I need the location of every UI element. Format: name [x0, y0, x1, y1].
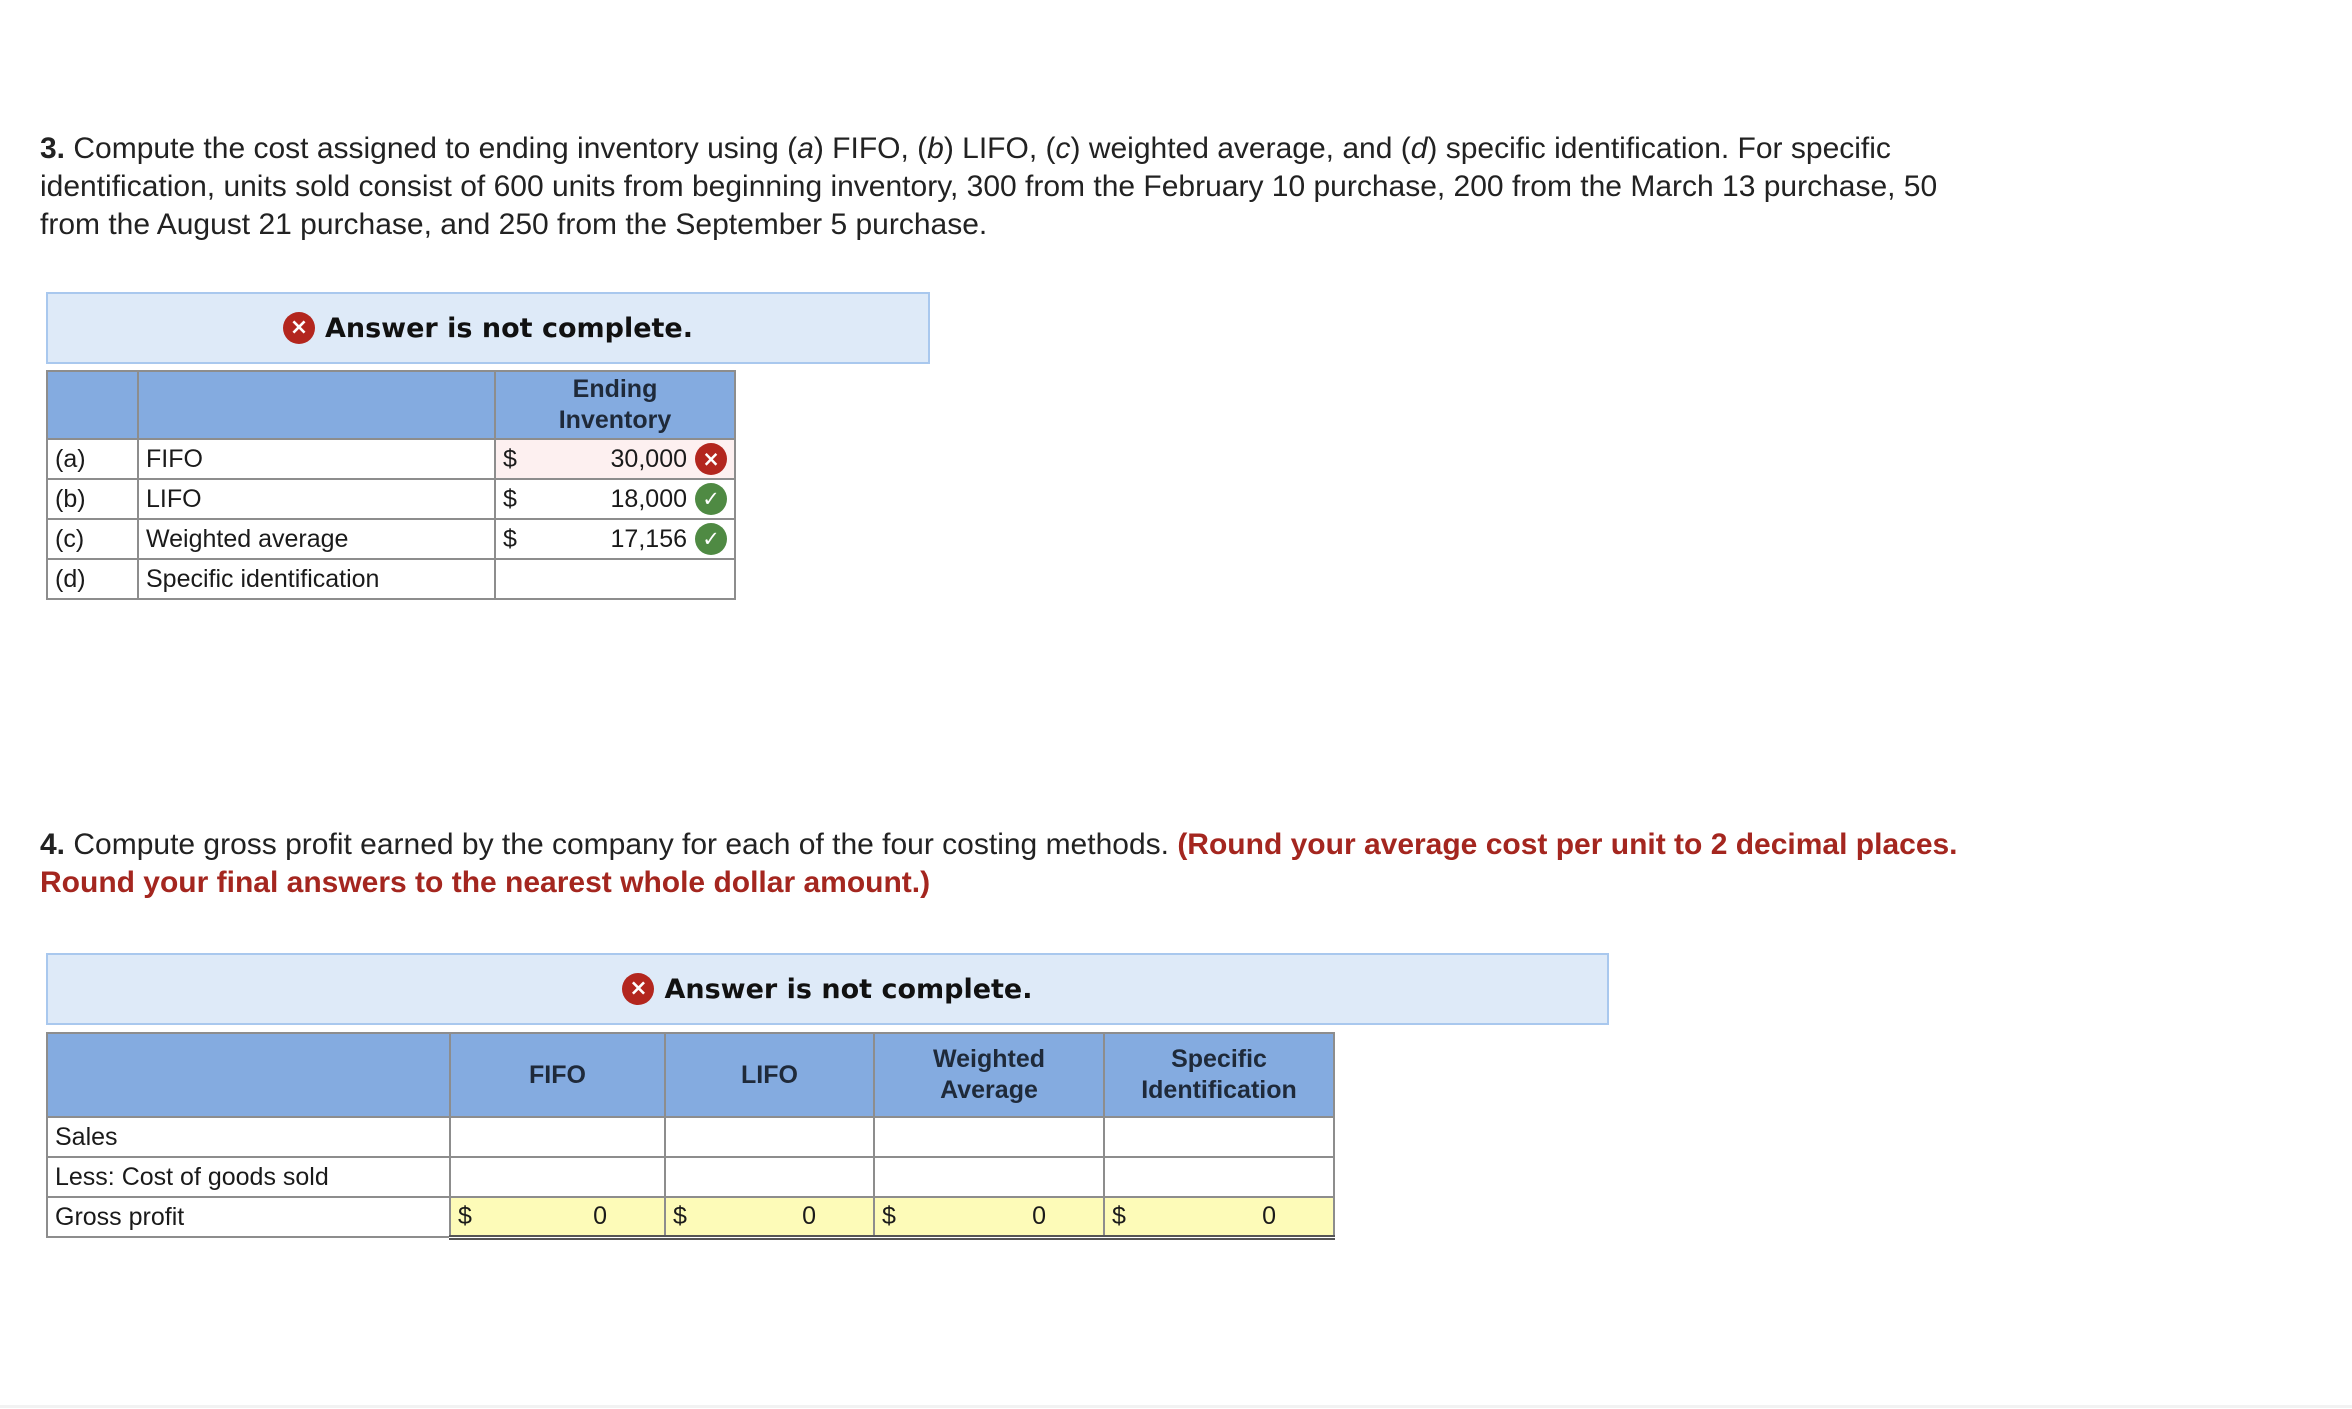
check-circle-icon: ✓	[695, 483, 727, 515]
row-label: Weighted average	[138, 519, 495, 559]
header-specific-identification: Specific Identification	[1104, 1033, 1334, 1117]
cogs-lifo-input[interactable]	[665, 1157, 874, 1197]
ending-inventory-table	[46, 370, 736, 600]
banner-text: Answer is not complete.	[324, 312, 694, 344]
table-row	[47, 1117, 1334, 1157]
row-label: LIFO	[138, 479, 495, 519]
amount-value: 17,156	[610, 524, 687, 553]
row-label: FIFO	[138, 439, 495, 479]
row-letter: (d)	[47, 559, 138, 599]
banner-text: Answer is not complete.	[664, 973, 1033, 1005]
header-fifo: FIFO	[450, 1033, 665, 1117]
lifo-ending-inventory-input[interactable]: $ 18,000 ✓	[495, 479, 735, 519]
cogs-specific-identification-input[interactable]	[1104, 1157, 1334, 1197]
gross-profit-specific-identification-value: $ 0	[1104, 1197, 1334, 1237]
cogs-weighted-average-input[interactable]	[874, 1157, 1104, 1197]
header-blank	[47, 1033, 450, 1117]
row-label: Specific identification	[138, 559, 495, 599]
question-4-number: 4.	[40, 828, 66, 861]
row-letter: (b)	[47, 479, 138, 519]
gross-profit-weighted-average-value: $ 0	[874, 1197, 1104, 1237]
x-circle-icon: ×	[622, 973, 654, 1005]
gross-profit-table	[46, 1032, 1335, 1240]
sales-lifo-input[interactable]	[665, 1117, 874, 1157]
amount-value: 18,000	[610, 484, 687, 513]
table-row	[47, 1197, 1334, 1237]
row-letter: (a)	[47, 439, 138, 479]
question-3-number: 3.	[40, 132, 66, 165]
sales-fifo-input[interactable]	[450, 1117, 665, 1157]
incorrect-x-icon: ×	[695, 443, 727, 475]
cogs-fifo-input[interactable]	[450, 1157, 665, 1197]
check-circle-icon: ✓	[695, 523, 727, 555]
header-blank	[47, 371, 138, 439]
x-circle-icon: ×	[283, 312, 315, 344]
answer-incomplete-banner-q4	[46, 953, 1609, 1025]
fifo-ending-inventory-input[interactable]: $ 30,000 ×	[495, 439, 735, 479]
gross-profit-fifo-value: $ 0	[450, 1197, 665, 1237]
sales-specific-identification-input[interactable]	[1104, 1117, 1334, 1157]
answer-incomplete-banner-q3	[46, 292, 930, 364]
question-3-text: 3. Compute the cost assigned to ending inventory using (a) FIFO, (b) LIFO, (c) weighted average, and (d) specific identification. For specific identification, units sold consist of 600 units from beginning inventory, 300 from the February 10 purchase, 200 from the March 13 purchase, 50 from the August 21 purchase, and 250 from the September 5 purchase.	[40, 132, 1938, 241]
row-label-gross-profit: Gross profit	[47, 1197, 450, 1237]
gross-profit-lifo-value: $ 0	[665, 1197, 874, 1237]
amount-value: 30,000	[610, 444, 687, 473]
header-lifo: LIFO	[665, 1033, 874, 1117]
row-letter: (c)	[47, 519, 138, 559]
question-4-text: 4. Compute gross profit earned by the company for each of the four costing methods. (Round your average cost per unit to 2 decimal places. Round your final answers to the nearest whole dollar amount.)	[40, 828, 1958, 899]
specific-identification-ending-inventory-input[interactable]	[495, 559, 735, 599]
table-row	[47, 559, 735, 599]
header-ending-inventory: Ending Inventory	[495, 371, 735, 439]
table-row	[47, 1157, 1334, 1197]
rounding-instruction: (Round your average cost per unit to 2 decimal places. Round your final answers to the nearest whole dollar amount.)	[40, 828, 1958, 899]
table-row	[47, 519, 735, 559]
table-row	[47, 439, 735, 479]
header-blank	[138, 371, 495, 439]
weighted-average-ending-inventory-input[interactable]: $ 17,156 ✓	[495, 519, 735, 559]
row-label-cogs: Less: Cost of goods sold	[47, 1157, 450, 1197]
page-divider	[0, 1405, 2352, 1408]
sales-weighted-average-input[interactable]	[874, 1117, 1104, 1157]
header-weighted-average: Weighted Average	[874, 1033, 1104, 1117]
row-label-sales: Sales	[47, 1117, 450, 1157]
table-row	[47, 479, 735, 519]
